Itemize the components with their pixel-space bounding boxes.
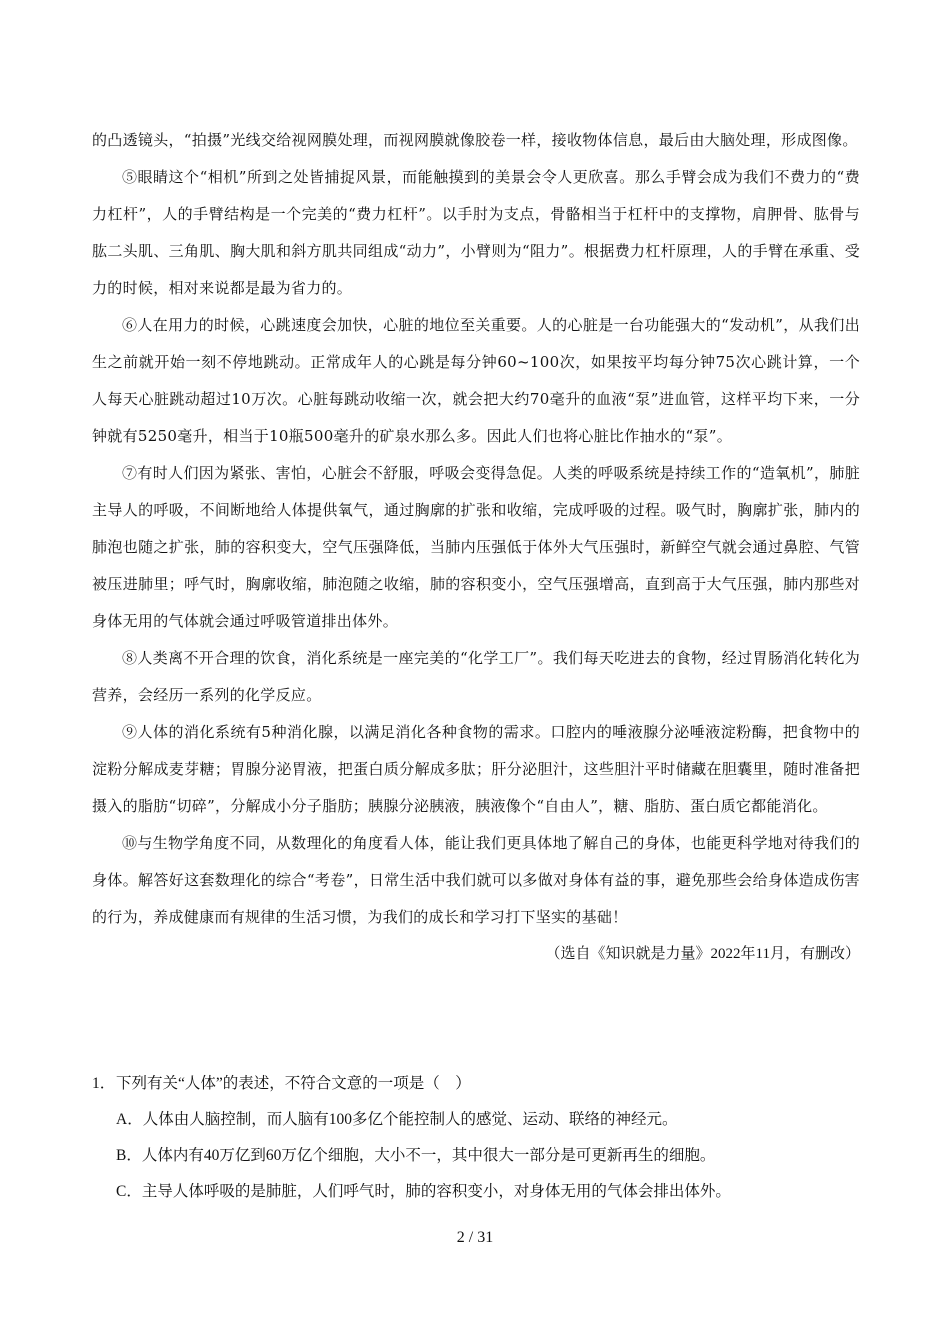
article-paragraph: ⑨人体的消化系统有5种消化腺，以满足消化各种食物的需求。口腔内的唾液腺分泌唾液淀粉酶，把食物中的淀粉分解成麦芽糖；胃腺分泌胃液，把蛋白质分解成多肽；肝分泌胆汁，这些胆汁平时储藏在胆囊里，随时准备把摄入的脂肪“切碎”，分解成小分子脂肪；胰腺分泌胰液，胰液像个“自由人”，糖、脂肪、蛋白质它都能消化。 — [92, 723, 860, 815]
article-paragraph: ⑦有时人们因为紧张、害怕，心脏会不舒服，呼吸会变得急促。人类的呼吸系统是持续工作的“造氧机”，肺脏主导人的呼吸，不间断地给人体提供氧气，通过胸廓的扩张和收缩，完成呼吸的过程。吸气时，胸廓扩张，肺内的肺泡也随之扩张，肺的容积变大，空气压强降低，当肺内压强低于体外大气压强时，新鲜空气就会通过鼻腔、气管被压进肺里；呼气时，胸廓收缩，肺泡随之收缩，肺的容积变小，空气压强增高，直到高于大气压强，肺内那些对身体无用的气体就会通过呼吸管道排出体外。 — [92, 464, 860, 630]
question-stem: 下列有关“人体”的表述，不符合文意的一项是（ ） — [116, 1075, 471, 1092]
page-number: 2 / 31 — [456, 1229, 494, 1246]
article-body — [92, 122, 860, 973]
question-option-b: B．人体内有40万亿到60万亿个细胞，大小不一，其中很大一部分是可更新再生的细胞。 — [116, 1147, 716, 1164]
article-paragraph: ⑧人类离不开合理的饮食，消化系统是一座完美的“化学工厂”。我们每天吃进去的食物，经过胃肠消化转化为营养，会经历一系列的化学反应。 — [92, 649, 860, 704]
article-paragraph: 的凸透镜头，“拍摄”光线交给视网膜处理，而视网膜就像胶卷一样，接收物体信息，最后由大脑处理，形成图像。 — [92, 131, 858, 149]
question-block — [92, 1066, 860, 1210]
question-option-a: A．人体由人脑控制，而人脑有100多亿个能控制人的感觉、运动、联络的神经元。 — [116, 1111, 678, 1128]
question-option-c: C．主导人体呼吸的是肺脏，人们呼气时，肺的容积变小，对身体无用的气体会排出体外。 — [116, 1183, 731, 1200]
article-paragraph: ⑤眼睛这个“相机”所到之处皆捕捉风景，而能触摸到的美景会令人更欣喜。那么手臂会成为我们不费力的“费力杠杆”，人的手臂结构是一个完美的“费力杠杆”。以手肘为支点，骨骼相当于杠杆中的支撑物，肩胛骨、肱骨与肱二头肌、三角肌、胸大肌和斜方肌共同组成“动力”，小臂则为“阻力”。根据费力杠杆原理，人的手臂在承重、受力的时候，相对来说都是最为省力的。 — [92, 168, 860, 297]
article-paragraph: ⑥人在用力的时候，心跳速度会加快，心脏的地位至关重要。人的心脏是一台功能强大的“发动机”，从我们出生之前就开始一刻不停地跳动。正常成年人的心跳是每分钟60~100次，如果按平均每分钟75次心跳计算，一个人每天心脏跳动超过10万次。心脏每跳动收缩一次，就会把大约70毫升的血液“泵”进血管，这样平均下来，一分钟就有5250毫升，相当于10瓶500毫升的矿泉水那么多。因此人们也将心脏比作抽水的“泵”。 — [92, 316, 860, 445]
article-paragraph: ⑩与生物学角度不同，从数理化的角度看人体，能让我们更具体地了解自己的身体，也能更科学地对待我们的身体。解答好这套数理化的综合“考卷”，日常生活中我们就可以多做对身体有益的事，避免那些会给身体造成伤害的行为，养成健康而有规律的生活习惯，为我们的成长和学习打下坚实的基础！ — [92, 834, 860, 926]
question-number: 1． — [92, 1075, 116, 1092]
article-source: （选自《知识就是力量》2022年11月，有删改） — [545, 946, 860, 962]
